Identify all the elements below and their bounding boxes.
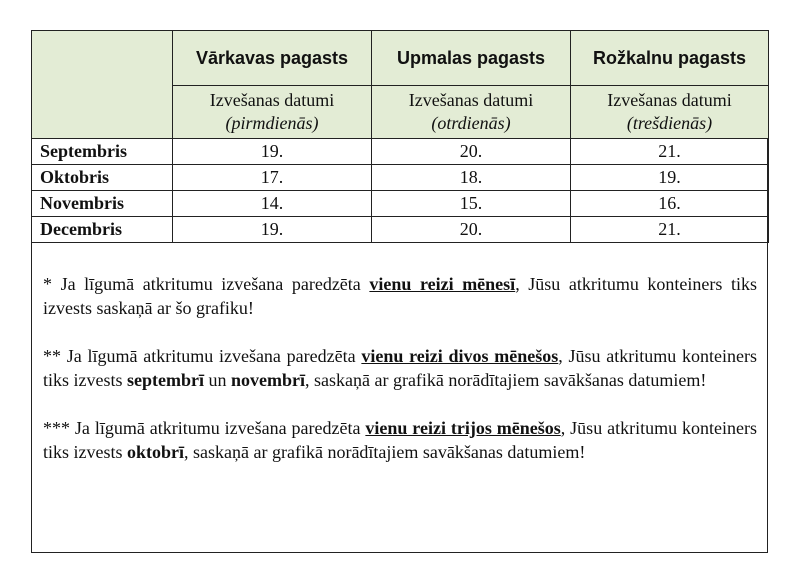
note-text: * Ja līgumā atkritumu izvešana paredzēta: [43, 274, 370, 294]
table-row: [32, 191, 769, 217]
note-text: ** Ja līgumā atkritumu izvešana paredzēta: [43, 346, 362, 366]
date-cell: 20.: [372, 217, 571, 243]
date-cell: 17.: [173, 165, 372, 191]
note-text: *** Ja līgumā atkritumu izvešana paredzēta: [43, 418, 366, 438]
month-cell: Novembris: [32, 191, 173, 217]
date-cell: 20.: [372, 139, 571, 165]
note-emphasis: vienu reizi divos mēnešos: [361, 346, 559, 366]
date-cell: 21.: [571, 217, 769, 243]
note-text: , Jūsu atkritumu konteiners tiks izvests: [43, 418, 757, 462]
note-month: novembrī: [230, 370, 305, 390]
note-quarterly: [43, 416, 757, 464]
note-text: , saskaņā ar grafikā norādītajiem savākšanas datumiem!: [304, 370, 707, 390]
col-sub-label: Izvešanas datumi: [209, 90, 335, 110]
note-monthly: [43, 272, 757, 320]
note-text: , Jūsu atkritumu konteiners tiks izvests saskaņā ar šo grafiku!: [43, 274, 757, 318]
date-cell: 19.: [173, 217, 372, 243]
table-row: [32, 217, 769, 243]
col-sub-label: Izvešanas datumi: [408, 90, 534, 110]
col-sub-upmala: [372, 86, 571, 139]
table-row: [32, 165, 769, 191]
month-cell: Decembris: [32, 217, 173, 243]
col-sub-day: (trešdienās): [626, 113, 713, 133]
col-sub-day: (otrdienās): [431, 113, 511, 133]
note-text: , Jūsu atkritumu konteiners tiks izvests: [43, 346, 757, 390]
note-emphasis: vienu reizi mēnesī: [369, 274, 516, 294]
date-cell: 21.: [571, 139, 769, 165]
note-text: , saskaņā ar grafikā norādītajiem savākšanas datumiem!: [184, 442, 586, 462]
schedule-table: [31, 30, 769, 243]
date-cell: 18.: [372, 165, 571, 191]
date-cell: 15.: [372, 191, 571, 217]
col-sub-varkava: [173, 86, 372, 139]
header-row-parishes: [32, 31, 769, 86]
col-sub-day: (pirmdienās): [225, 113, 319, 133]
table-row: [32, 139, 769, 165]
note-month: septembrī: [127, 370, 204, 390]
notes-section: [43, 272, 757, 488]
month-cell: Septembris: [32, 139, 173, 165]
month-cell: Oktobris: [32, 165, 173, 191]
col-header-rozkalni: Rožkalnu pagasts: [571, 31, 769, 86]
note-bimonthly: [43, 344, 757, 392]
corner-cell: [32, 31, 173, 139]
col-sub-label: Izvešanas datumi: [607, 90, 732, 110]
date-cell: 16.: [571, 191, 769, 217]
note-emphasis: vienu reizi trijos mēnešos: [365, 418, 561, 438]
note-text: un: [203, 370, 231, 390]
date-cell: 19.: [173, 139, 372, 165]
col-sub-rozkalni: [571, 86, 769, 139]
note-month: oktobrī: [127, 442, 185, 462]
date-cell: 14.: [173, 191, 372, 217]
col-header-upmala: Upmalas pagasts: [372, 31, 571, 86]
col-header-varkava: Vārkavas pagasts: [173, 31, 372, 86]
date-cell: 19.: [571, 165, 769, 191]
